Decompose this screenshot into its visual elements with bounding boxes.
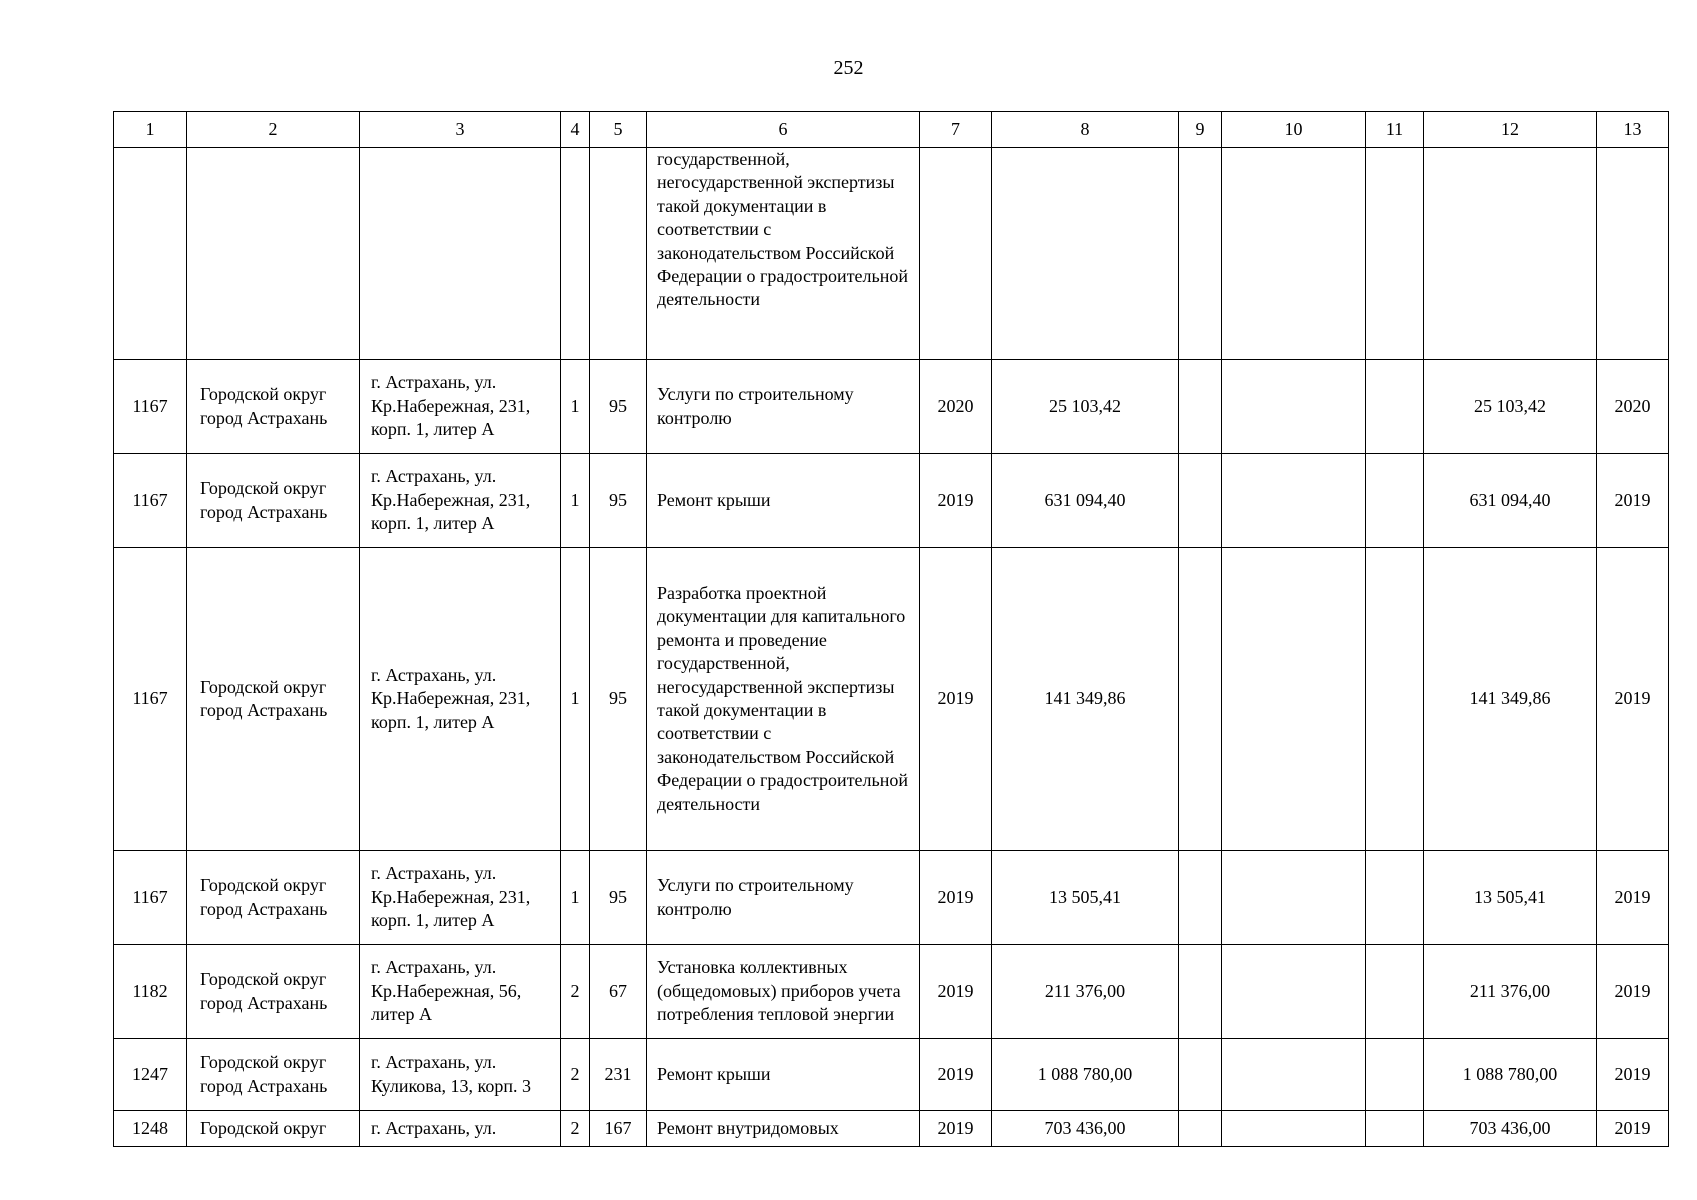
column-number: 8	[992, 112, 1179, 148]
cell-col5: 67	[590, 945, 647, 1039]
column-number: 3	[360, 112, 561, 148]
cell-municipality: Городской округ город Астрахань	[187, 548, 360, 851]
cell-col9	[1179, 548, 1222, 851]
cell-col10	[1222, 851, 1366, 945]
cell-number	[114, 148, 187, 360]
cell-col11	[1366, 148, 1424, 360]
cell-col9	[1179, 148, 1222, 360]
cell-col9	[1179, 1111, 1222, 1147]
column-number: 10	[1222, 112, 1366, 148]
cell-col9	[1179, 945, 1222, 1039]
cell-col9	[1179, 454, 1222, 548]
cell-col10	[1222, 454, 1366, 548]
cell-work-type: Разработка проектной документации для капитального ремонта и проведение государственной, негосударственной экспертизы такой документации в соответствии с законодательством Российской Федерации о градостроительной деятельности	[647, 548, 920, 851]
cell-cost	[992, 148, 1179, 360]
cell-col11	[1366, 454, 1424, 548]
cell-col5: 95	[590, 454, 647, 548]
cell-col11	[1366, 360, 1424, 454]
table-row	[114, 1039, 1669, 1111]
cell-col13	[1597, 148, 1669, 360]
cell-col13: 2020	[1597, 360, 1669, 454]
cell-address: г. Астрахань, ул. Кр.Набережная, 231, корп. 1, литер А	[360, 454, 561, 548]
cell-cost: 703 436,00	[992, 1111, 1179, 1147]
cell-col12	[1424, 148, 1597, 360]
cell-cost: 631 094,40	[992, 454, 1179, 548]
cell-col5: 167	[590, 1111, 647, 1147]
cell-col4: 2	[561, 945, 590, 1039]
table-row	[114, 1111, 1669, 1147]
column-number: 1	[114, 112, 187, 148]
cell-municipality: Городской округ город Астрахань	[187, 454, 360, 548]
cell-work-type: Услуги по строительному контролю	[647, 360, 920, 454]
cell-col5: 95	[590, 548, 647, 851]
cell-col13: 2019	[1597, 1039, 1669, 1111]
cell-municipality: Городской округ город Астрахань	[187, 1039, 360, 1111]
cell-col4: 1	[561, 360, 590, 454]
cell-col10	[1222, 1111, 1366, 1147]
cell-year: 2019	[920, 548, 992, 851]
cell-col11	[1366, 851, 1424, 945]
cell-col12: 13 505,41	[1424, 851, 1597, 945]
cell-col5: 95	[590, 360, 647, 454]
cell-col10	[1222, 1039, 1366, 1111]
cell-cost: 141 349,86	[992, 548, 1179, 851]
column-number: 5	[590, 112, 647, 148]
cell-number: 1167	[114, 454, 187, 548]
cell-col13: 2019	[1597, 454, 1669, 548]
column-number: 13	[1597, 112, 1669, 148]
cell-year	[920, 148, 992, 360]
table-row	[114, 148, 1669, 360]
cell-year: 2019	[920, 1111, 992, 1147]
cell-number: 1182	[114, 945, 187, 1039]
cell-municipality: Городской округ город Астрахань	[187, 360, 360, 454]
works-table	[113, 111, 1669, 1147]
cell-year: 2019	[920, 1039, 992, 1111]
cell-work-type: государственной, негосударственной экспертизы такой документации в соответствии с законодательством Российской Федерации о градостроительной деятельности	[647, 148, 920, 360]
table-row	[114, 360, 1669, 454]
cell-col12: 141 349,86	[1424, 548, 1597, 851]
cell-work-type: Ремонт крыши	[647, 1039, 920, 1111]
cell-municipality: Городской округ город Астрахань	[187, 945, 360, 1039]
cell-col4: 1	[561, 851, 590, 945]
column-number: 11	[1366, 112, 1424, 148]
column-number: 9	[1179, 112, 1222, 148]
cell-address: г. Астрахань, ул. Кр.Набережная, 231, корп. 1, литер А	[360, 548, 561, 851]
cell-address: г. Астрахань, ул.	[360, 1111, 561, 1147]
cell-cost: 25 103,42	[992, 360, 1179, 454]
cell-year: 2020	[920, 360, 992, 454]
cell-col10	[1222, 360, 1366, 454]
cell-col4	[561, 148, 590, 360]
cell-col13: 2019	[1597, 945, 1669, 1039]
cell-municipality: Городской округ город Астрахань	[187, 851, 360, 945]
cell-address: г. Астрахань, ул. Кр.Набережная, 231, корп. 1, литер А	[360, 851, 561, 945]
cell-col9	[1179, 851, 1222, 945]
cell-col4: 1	[561, 548, 590, 851]
cell-municipality	[187, 148, 360, 360]
cell-col5: 231	[590, 1039, 647, 1111]
cell-col13: 2019	[1597, 1111, 1669, 1147]
cell-work-type: Установка коллективных (общедомовых) приборов учета потребления тепловой энергии	[647, 945, 920, 1039]
cell-cost: 211 376,00	[992, 945, 1179, 1039]
cell-number: 1167	[114, 548, 187, 851]
cell-year: 2019	[920, 851, 992, 945]
cell-col4: 1	[561, 454, 590, 548]
column-number: 6	[647, 112, 920, 148]
cell-cost: 13 505,41	[992, 851, 1179, 945]
cell-number: 1247	[114, 1039, 187, 1111]
cell-col9	[1179, 1039, 1222, 1111]
cell-col11	[1366, 1039, 1424, 1111]
cell-col4: 2	[561, 1111, 590, 1147]
cell-col10	[1222, 548, 1366, 851]
cell-work-type: Ремонт крыши	[647, 454, 920, 548]
cell-col10	[1222, 148, 1366, 360]
column-number: 2	[187, 112, 360, 148]
cell-col10	[1222, 945, 1366, 1039]
cell-col12: 1 088 780,00	[1424, 1039, 1597, 1111]
cell-col13: 2019	[1597, 851, 1669, 945]
column-number: 4	[561, 112, 590, 148]
cell-col12: 703 436,00	[1424, 1111, 1597, 1147]
cell-year: 2019	[920, 945, 992, 1039]
cell-col11	[1366, 548, 1424, 851]
cell-col5	[590, 148, 647, 360]
cell-work-type: Услуги по строительному контролю	[647, 851, 920, 945]
cell-col11	[1366, 945, 1424, 1039]
column-number: 7	[920, 112, 992, 148]
column-number-row	[114, 112, 1669, 148]
cell-address	[360, 148, 561, 360]
cell-work-type: Ремонт внутридомовых	[647, 1111, 920, 1147]
column-number: 12	[1424, 112, 1597, 148]
cell-address: г. Астрахань, ул. Куликова, 13, корп. 3	[360, 1039, 561, 1111]
table-row	[114, 945, 1669, 1039]
cell-col9	[1179, 360, 1222, 454]
cell-col4: 2	[561, 1039, 590, 1111]
cell-col5: 95	[590, 851, 647, 945]
table-row	[114, 851, 1669, 945]
cell-number: 1167	[114, 851, 187, 945]
cell-col11	[1366, 1111, 1424, 1147]
table-row	[114, 454, 1669, 548]
cell-year: 2019	[920, 454, 992, 548]
cell-col12: 211 376,00	[1424, 945, 1597, 1039]
cell-municipality: Городской округ	[187, 1111, 360, 1147]
cell-col12: 25 103,42	[1424, 360, 1597, 454]
cell-address: г. Астрахань, ул. Кр.Набережная, 231, корп. 1, литер А	[360, 360, 561, 454]
page-number: 252	[833, 57, 864, 79]
cell-col12: 631 094,40	[1424, 454, 1597, 548]
cell-number: 1167	[114, 360, 187, 454]
cell-address: г. Астрахань, ул. Кр.Набережная, 56, литер А	[360, 945, 561, 1039]
cell-col13: 2019	[1597, 548, 1669, 851]
table-row	[114, 548, 1669, 851]
cell-number: 1248	[114, 1111, 187, 1147]
cell-cost: 1 088 780,00	[992, 1039, 1179, 1111]
